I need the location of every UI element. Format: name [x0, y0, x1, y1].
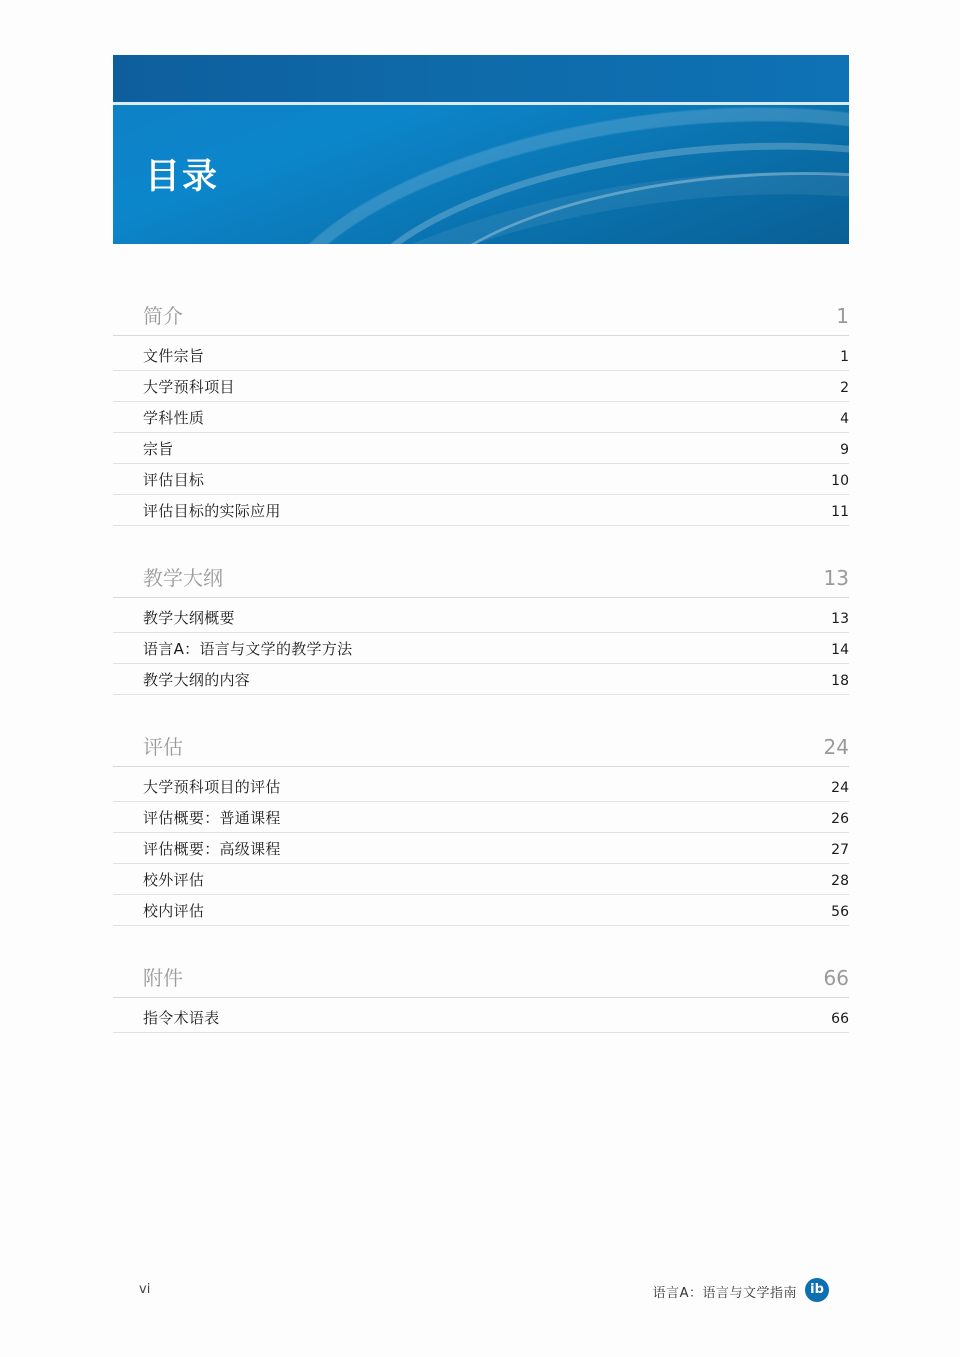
toc-section-page: 13 [823, 566, 849, 590]
toc-entry-page: 26 [831, 811, 849, 827]
toc-group-spacer [113, 536, 849, 562]
toc-entry[interactable] [113, 495, 849, 526]
toc-entry-page: 27 [831, 842, 849, 858]
toc-entry[interactable] [113, 340, 849, 371]
toc-entry-page: 4 [840, 411, 849, 427]
toc-section-heading[interactable] [113, 962, 849, 998]
toc-entry-page: 24 [831, 780, 849, 796]
toc-entry-label: 评估目标的实际应用 [143, 502, 281, 520]
toc-entry[interactable] [113, 1002, 849, 1033]
toc-entry[interactable] [113, 633, 849, 664]
toc-entry[interactable] [113, 895, 849, 926]
toc-section-label: 简介 [143, 304, 183, 328]
toc-entry-page: 2 [840, 380, 849, 396]
toc-section-label: 评估 [143, 735, 183, 759]
toc-section-heading[interactable] [113, 300, 849, 336]
banner-top-bar [113, 55, 849, 102]
toc-group [113, 962, 849, 1033]
page-footer [113, 1274, 849, 1308]
toc-entry-page: 14 [831, 642, 849, 658]
toc-entry[interactable] [113, 402, 849, 433]
toc-entry-label: 校外评估 [143, 871, 205, 889]
toc-entry-page: 56 [831, 904, 849, 920]
toc-entry-label: 教学大纲的内容 [143, 671, 251, 689]
page-header-banner [113, 55, 849, 244]
toc-entry[interactable] [113, 664, 849, 695]
ib-logo-icon: ib [805, 1278, 829, 1302]
toc-entry[interactable] [113, 833, 849, 864]
toc-entry[interactable] [113, 371, 849, 402]
toc-entry-label: 大学预科项目 [143, 378, 235, 396]
toc-entry-label: 校内评估 [143, 902, 205, 920]
toc-section-page: 66 [823, 966, 849, 990]
table-of-contents [113, 300, 849, 1043]
toc-entry-page: 13 [831, 611, 849, 627]
toc-entry[interactable] [113, 602, 849, 633]
toc-group [113, 300, 849, 526]
toc-entry[interactable] [113, 802, 849, 833]
toc-entry-page: 1 [840, 349, 849, 365]
banner-separator [113, 102, 849, 105]
toc-section-page: 1 [836, 304, 849, 328]
toc-entry[interactable] [113, 771, 849, 802]
toc-entry-page: 18 [831, 673, 849, 689]
toc-entry-label: 指令术语表 [143, 1009, 220, 1027]
toc-entry-page: 9 [840, 442, 849, 458]
toc-section-page: 24 [823, 735, 849, 759]
toc-entry[interactable] [113, 864, 849, 895]
toc-section-heading[interactable] [113, 562, 849, 598]
toc-entry-page: 28 [831, 873, 849, 889]
toc-entry-label: 评估概要：高级课程 [143, 840, 281, 858]
toc-group-spacer [113, 936, 849, 962]
footer-document-title: 语言A：语言与文学指南 [652, 1286, 797, 1301]
toc-group [113, 731, 849, 926]
toc-entry-label: 文件宗旨 [143, 347, 205, 365]
toc-entry-page: 10 [831, 473, 849, 489]
page-title: 目录 [145, 157, 220, 197]
toc-entry-label: 语言A：语言与文学的教学方法 [143, 640, 353, 658]
toc-entry[interactable] [113, 433, 849, 464]
toc-entry-label: 大学预科项目的评估 [143, 778, 281, 796]
toc-entry-label: 学科性质 [143, 409, 205, 427]
toc-entry-page: 66 [831, 1011, 849, 1027]
toc-entry-label: 评估目标 [143, 471, 205, 489]
footer-page-number: vi [139, 1282, 151, 1297]
toc-section-label: 教学大纲 [143, 566, 223, 590]
toc-entry-label: 宗旨 [143, 440, 174, 458]
toc-section-label: 附件 [143, 966, 183, 990]
toc-entry-page: 11 [831, 504, 849, 520]
toc-entry-label: 教学大纲概要 [143, 609, 235, 627]
toc-entry-label: 评估概要：普通课程 [143, 809, 281, 827]
toc-entry[interactable] [113, 464, 849, 495]
toc-section-heading[interactable] [113, 731, 849, 767]
toc-group-spacer [113, 705, 849, 731]
toc-group [113, 562, 849, 695]
